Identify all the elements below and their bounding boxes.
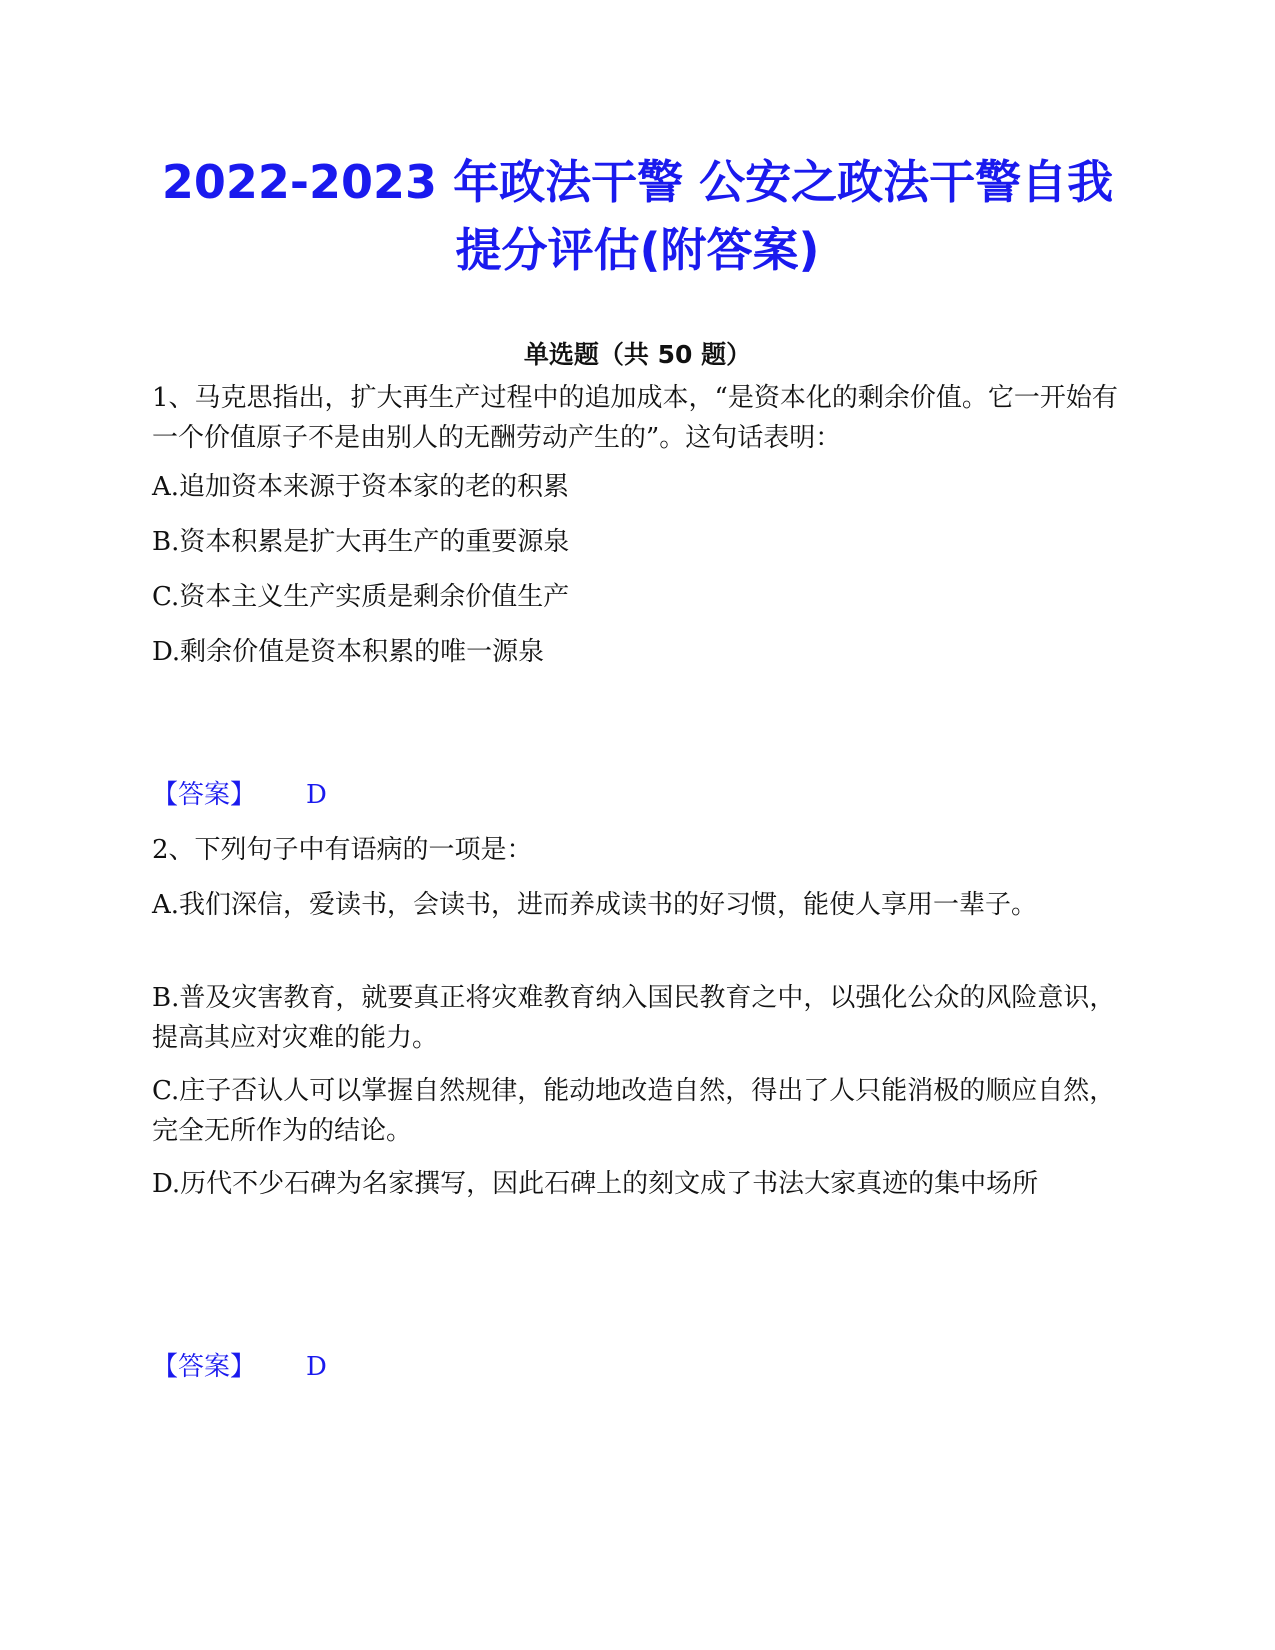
answer-label: 【答案】 xyxy=(152,1352,257,1382)
question-2-option-d: D.历代不少石碑为名家撰写，因此石碑上的刻文成了书法大家真迹的集中场所 xyxy=(152,1169,1039,1199)
answer-value: D xyxy=(306,780,327,810)
title-line-1: 2022-2023 年政法干警 公安之政法干警自我 xyxy=(161,155,1114,209)
question-2-option-b: B.普及灾害教育，就要真正将灾难教育纳入国民教育之中，以强化公众的风险意识，提高其应对灾难的能力。 xyxy=(152,983,1116,1053)
answer-value: D xyxy=(306,1352,327,1382)
question-1-stem: 1、马克思指出，扩大再生产过程中的追加成本，“是资本化的剩余价值。它一开始有一个价值原子不是由别人的无酬劳动产生的”。这句话表明： xyxy=(152,383,1118,453)
question-2-option-c: C.庄子否认人可以掌握自然规律，能动地改造自然，得出了人只能消极的顺应自然，完全无所作为的结论。 xyxy=(152,1076,1116,1146)
question-2-answer xyxy=(152,1347,327,1387)
question-2-option-a: A.我们深信，爱读书，会读书，进而养成读书的好习惯，能使人享用一辈子。 xyxy=(152,890,1038,920)
question-1-option-a: A.追加资本来源于资本家的老的积累 xyxy=(152,472,570,502)
question-2-stem: 2、下列句子中有语病的一项是： xyxy=(152,835,533,865)
question-1-option-b: B.资本积累是扩大再生产的重要源泉 xyxy=(152,527,570,557)
section-heading: 单选题（共 50 题） xyxy=(523,340,752,369)
answer-label: 【答案】 xyxy=(152,780,257,810)
document-title xyxy=(140,148,1135,284)
question-1-option-c: C.资本主义生产实质是剩余价值生产 xyxy=(152,582,570,612)
question-1-answer xyxy=(152,775,327,815)
title-line-2: 提分评估(附答案) xyxy=(455,223,820,277)
question-1-option-d: D.剩余价值是资本积累的唯一源泉 xyxy=(152,637,545,667)
